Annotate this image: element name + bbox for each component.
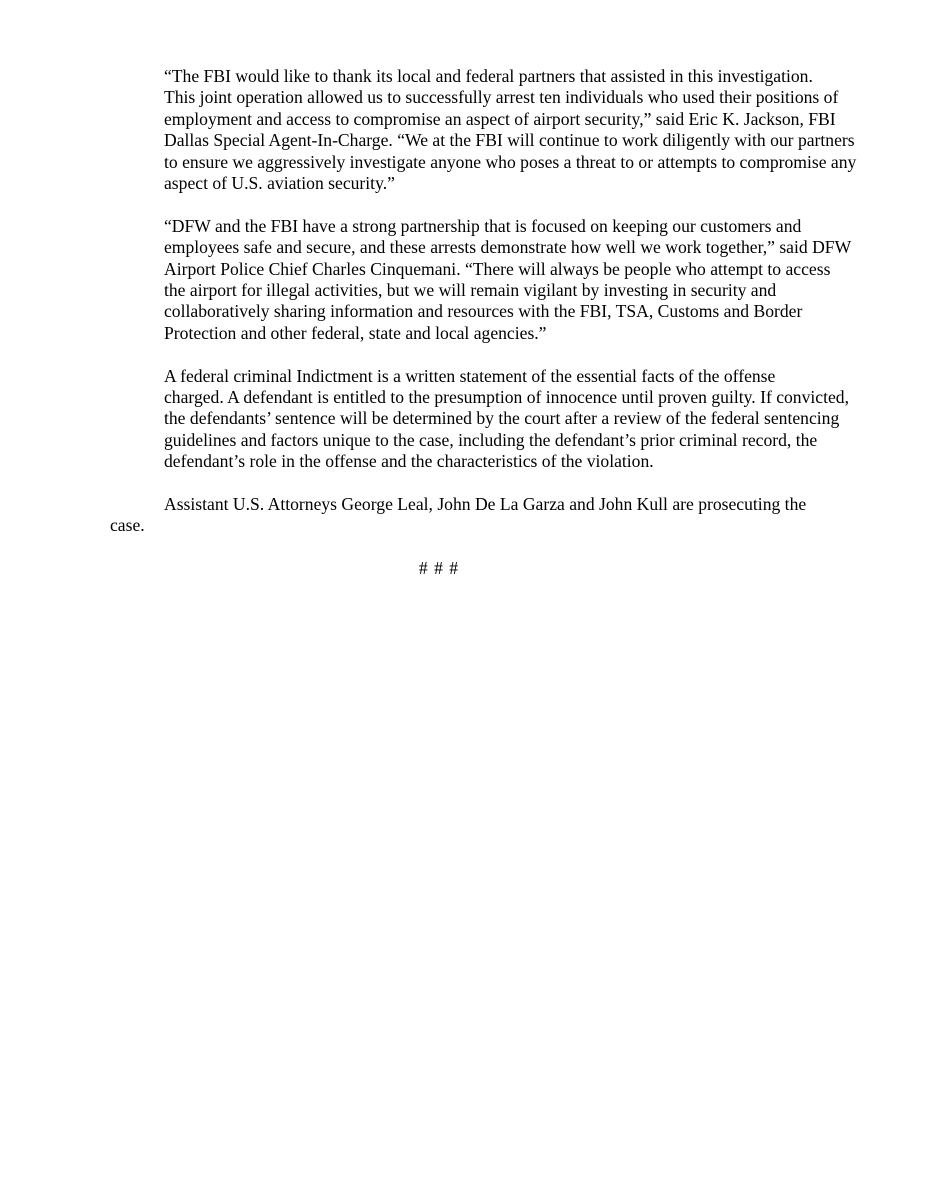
- dfw-quote-paragraph: [115, 215, 852, 344]
- text-line: Dallas Special Agent-In-Charge. “We at the FBI will continue to work diligently with our partners: [164, 130, 855, 151]
- text-line: Airport Police Chief Charles Cinquemani. “There will always be people who attempt to access: [164, 258, 831, 279]
- text-line: charged. A defendant is entitled to the presumption of innocence until proven guilty. If convicted,: [164, 387, 849, 408]
- prosecutors-paragraph: [110, 494, 838, 537]
- text-line: This joint operation allowed us to successfully arrest ten individuals who used their positions of: [164, 87, 839, 108]
- text-line: the airport for illegal activities, but we will remain vigilant by investing in security and: [164, 280, 777, 301]
- text-line: “The FBI would like to thank its local and federal partners that assisted in this investigation.: [164, 66, 813, 86]
- text-line: to ensure we aggressively investigate anyone who poses a threat to or attempts to compromise any: [164, 151, 857, 172]
- text-line: the defendants’ sentence will be determined by the court after a review of the federal sentencing: [164, 408, 840, 429]
- text-line: employees safe and secure, and these arrests demonstrate how well we work together,” said DFW: [164, 237, 852, 258]
- text-line: employment and access to compromise an aspect of airport security,” said Eric K. Jackson, FBI: [164, 108, 836, 129]
- document-body: [110, 66, 857, 580]
- text-line: defendant’s role in the offense and the characteristics of the violation.: [164, 451, 654, 472]
- fbi-quote-paragraph: [110, 66, 857, 194]
- text-line: A federal criminal Indictment is a written statement of the essential facts of the offense: [164, 365, 776, 386]
- text-line: Assistant U.S. Attorneys George Leal, John De La Garza and John Kull are prosecuting the: [164, 494, 807, 515]
- text-line: aspect of U.S. aviation security.”: [164, 173, 395, 194]
- indictment-paragraph: [110, 365, 849, 473]
- text-line: Protection and other federal, state and local agencies.”: [164, 322, 547, 343]
- text-line: case.: [110, 515, 145, 536]
- text-line: “DFW and the FBI have a strong partnership that is focused on keeping our customers and: [164, 215, 802, 236]
- text-line: guidelines and factors unique to the case, including the defendant’s prior criminal record, the: [164, 429, 818, 450]
- text-line: collaboratively sharing information and resources with the FBI, TSA, Customs and Border: [164, 301, 803, 322]
- end-mark: # # #: [418, 558, 460, 579]
